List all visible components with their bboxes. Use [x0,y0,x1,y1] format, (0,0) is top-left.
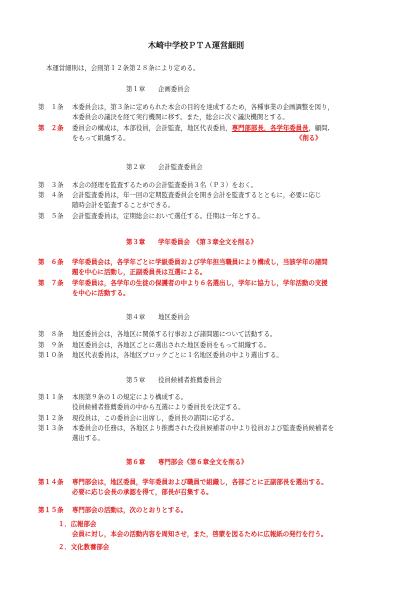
article-7-line-2: を中心に活動する。 [72,289,130,297]
chapter-5-heading: 第５章 役員候補者推薦委員会 [126,376,222,384]
article-14-number: 第１４条 [38,478,64,486]
article-11-number: 第１１条 [38,393,64,401]
section-1-heading: １．広報部会 [58,520,97,528]
article-4-line-2: 随時会計を監査することができる。 [72,201,175,209]
chapter-6-heading: 第６章 専門部会《第６章全文を削る》 [126,458,248,466]
article-2-line-2: をもって組織する。 [72,134,130,142]
article-6-number: 第 ６条 [38,258,64,266]
article-14-line-1: 専門部会は，地区委員，学年委員および職員で組織し，各部ごとに正副部長を選出する。 [72,478,328,486]
article-11-line-1: 本則第９条の１の規定により構成する。 [72,393,188,401]
article-8-line-1: 地区委員会は，各地区に関係する行事および諸問題について活動する。 [72,330,277,338]
article-2-line-1-start: 委員会の構成は，本部役員，会計監査，地区代表委員， [72,124,232,132]
article-3-number: 第 ３条 [38,181,64,189]
article-7-line-1: 学年委員は，各学年の生徒の保護者の中より６名選出し，学年に協力し，学年活動の支援 [72,279,328,287]
article-13-line-2: 選出する。 [72,434,104,442]
chapter-1-heading: 第１章 企画委員会 [126,85,190,93]
article-8-number: 第 ８条 [38,330,64,338]
article-15-line-1: 専門部会の活動は，次のとおりとする。 [72,506,188,514]
article-2-delete-note: 《削る》 [296,134,322,142]
article-4-line-1: 会計監査委員は，年一回の定期監査委員会を開き会計を監査するとともに，必要に応じ [72,191,322,199]
article-3-line-1: 本会の経理を監査するための会計監査委員３名（Ｐ３）をおく。 [72,181,258,189]
intro-text: 本運営細則は，会則第１２条第２８条により定める。 [46,64,200,72]
article-6-line-2: 題を中心に活動し，正副委員長は互選による。 [72,268,207,276]
article-9-line-1: 地区委員会は，各地区ごとに選出された地区委員をもって組織する。 [72,341,271,349]
article-2-deleted-members: 専門部部長，各学年委員長 [231,124,309,132]
article-10-line-1: 地区代表委員は，各地区ブロックごとに１名地区委員の中より選出する。 [72,351,283,359]
section-1-line-1: 会員に対し，本会の活動内容を周知させ，また，啓蒙を図るために広報紙の発行を行う。 [72,530,328,538]
article-5-line-1: 会計監査委員は，定期総会において選任する。任期は一年とする。 [72,212,264,220]
article-2-line-1-end: ，顧問, [308,124,330,132]
article-13-number: 第１３条 [38,424,64,432]
article-11-line-2: 役員候補者推薦委員の中から互選により委員長を決定する。 [72,403,245,411]
document-title: 木崎中学校ＰＴＡ運営細則 [148,41,244,50]
article-7-number: 第 ７条 [38,279,64,287]
chapter-4-heading: 第４章 地区委員会 [126,313,190,321]
chapter-2-heading: 第２章 会計監査委員会 [126,163,203,171]
article-9-number: 第 ９条 [38,341,64,349]
article-15-number: 第１５条 [38,506,64,514]
article-6-line-1: 学年委員会は，各学年ごとに学級委員および学年担当職員により構成し，当該学年の諸問 [72,258,328,266]
article-1-line-2: 本委員会の議決を経て実行機関に移す。また，総会に次ぐ議決機関とする。 [72,113,289,121]
chapter-3-heading: 第３章 学年委員会 《第３章全文を削る》 [126,238,258,246]
article-10-number: 第１０条 [38,351,64,359]
article-5-number: 第 ５条 [38,212,64,220]
article-13-line-1: 本委員会の任務は，各地区より推薦された役員候補者の中より役員および監査委員候補者を [72,424,335,432]
section-2-heading: ２．文化教養部会 [58,543,110,551]
article-2-line-1 [72,124,330,132]
article-14-line-2: 必要に応じ会長の承認を得て，部長が召集する。 [72,488,213,496]
article-12-number: 第１２条 [38,414,64,422]
article-4-number: 第 ４条 [38,191,64,199]
article-1-line-1: 本委員会は，第３条に定められた本会の目的を達成するため，各種事業の企画調整を図り， [72,103,334,111]
article-1-number: 第 １条 [38,103,64,111]
article-2-number: 第 ２条 [38,124,64,132]
article-12-line-1: 現役員は，この委員会に出席し，委員長の諮問に応ずる。 [72,414,239,422]
